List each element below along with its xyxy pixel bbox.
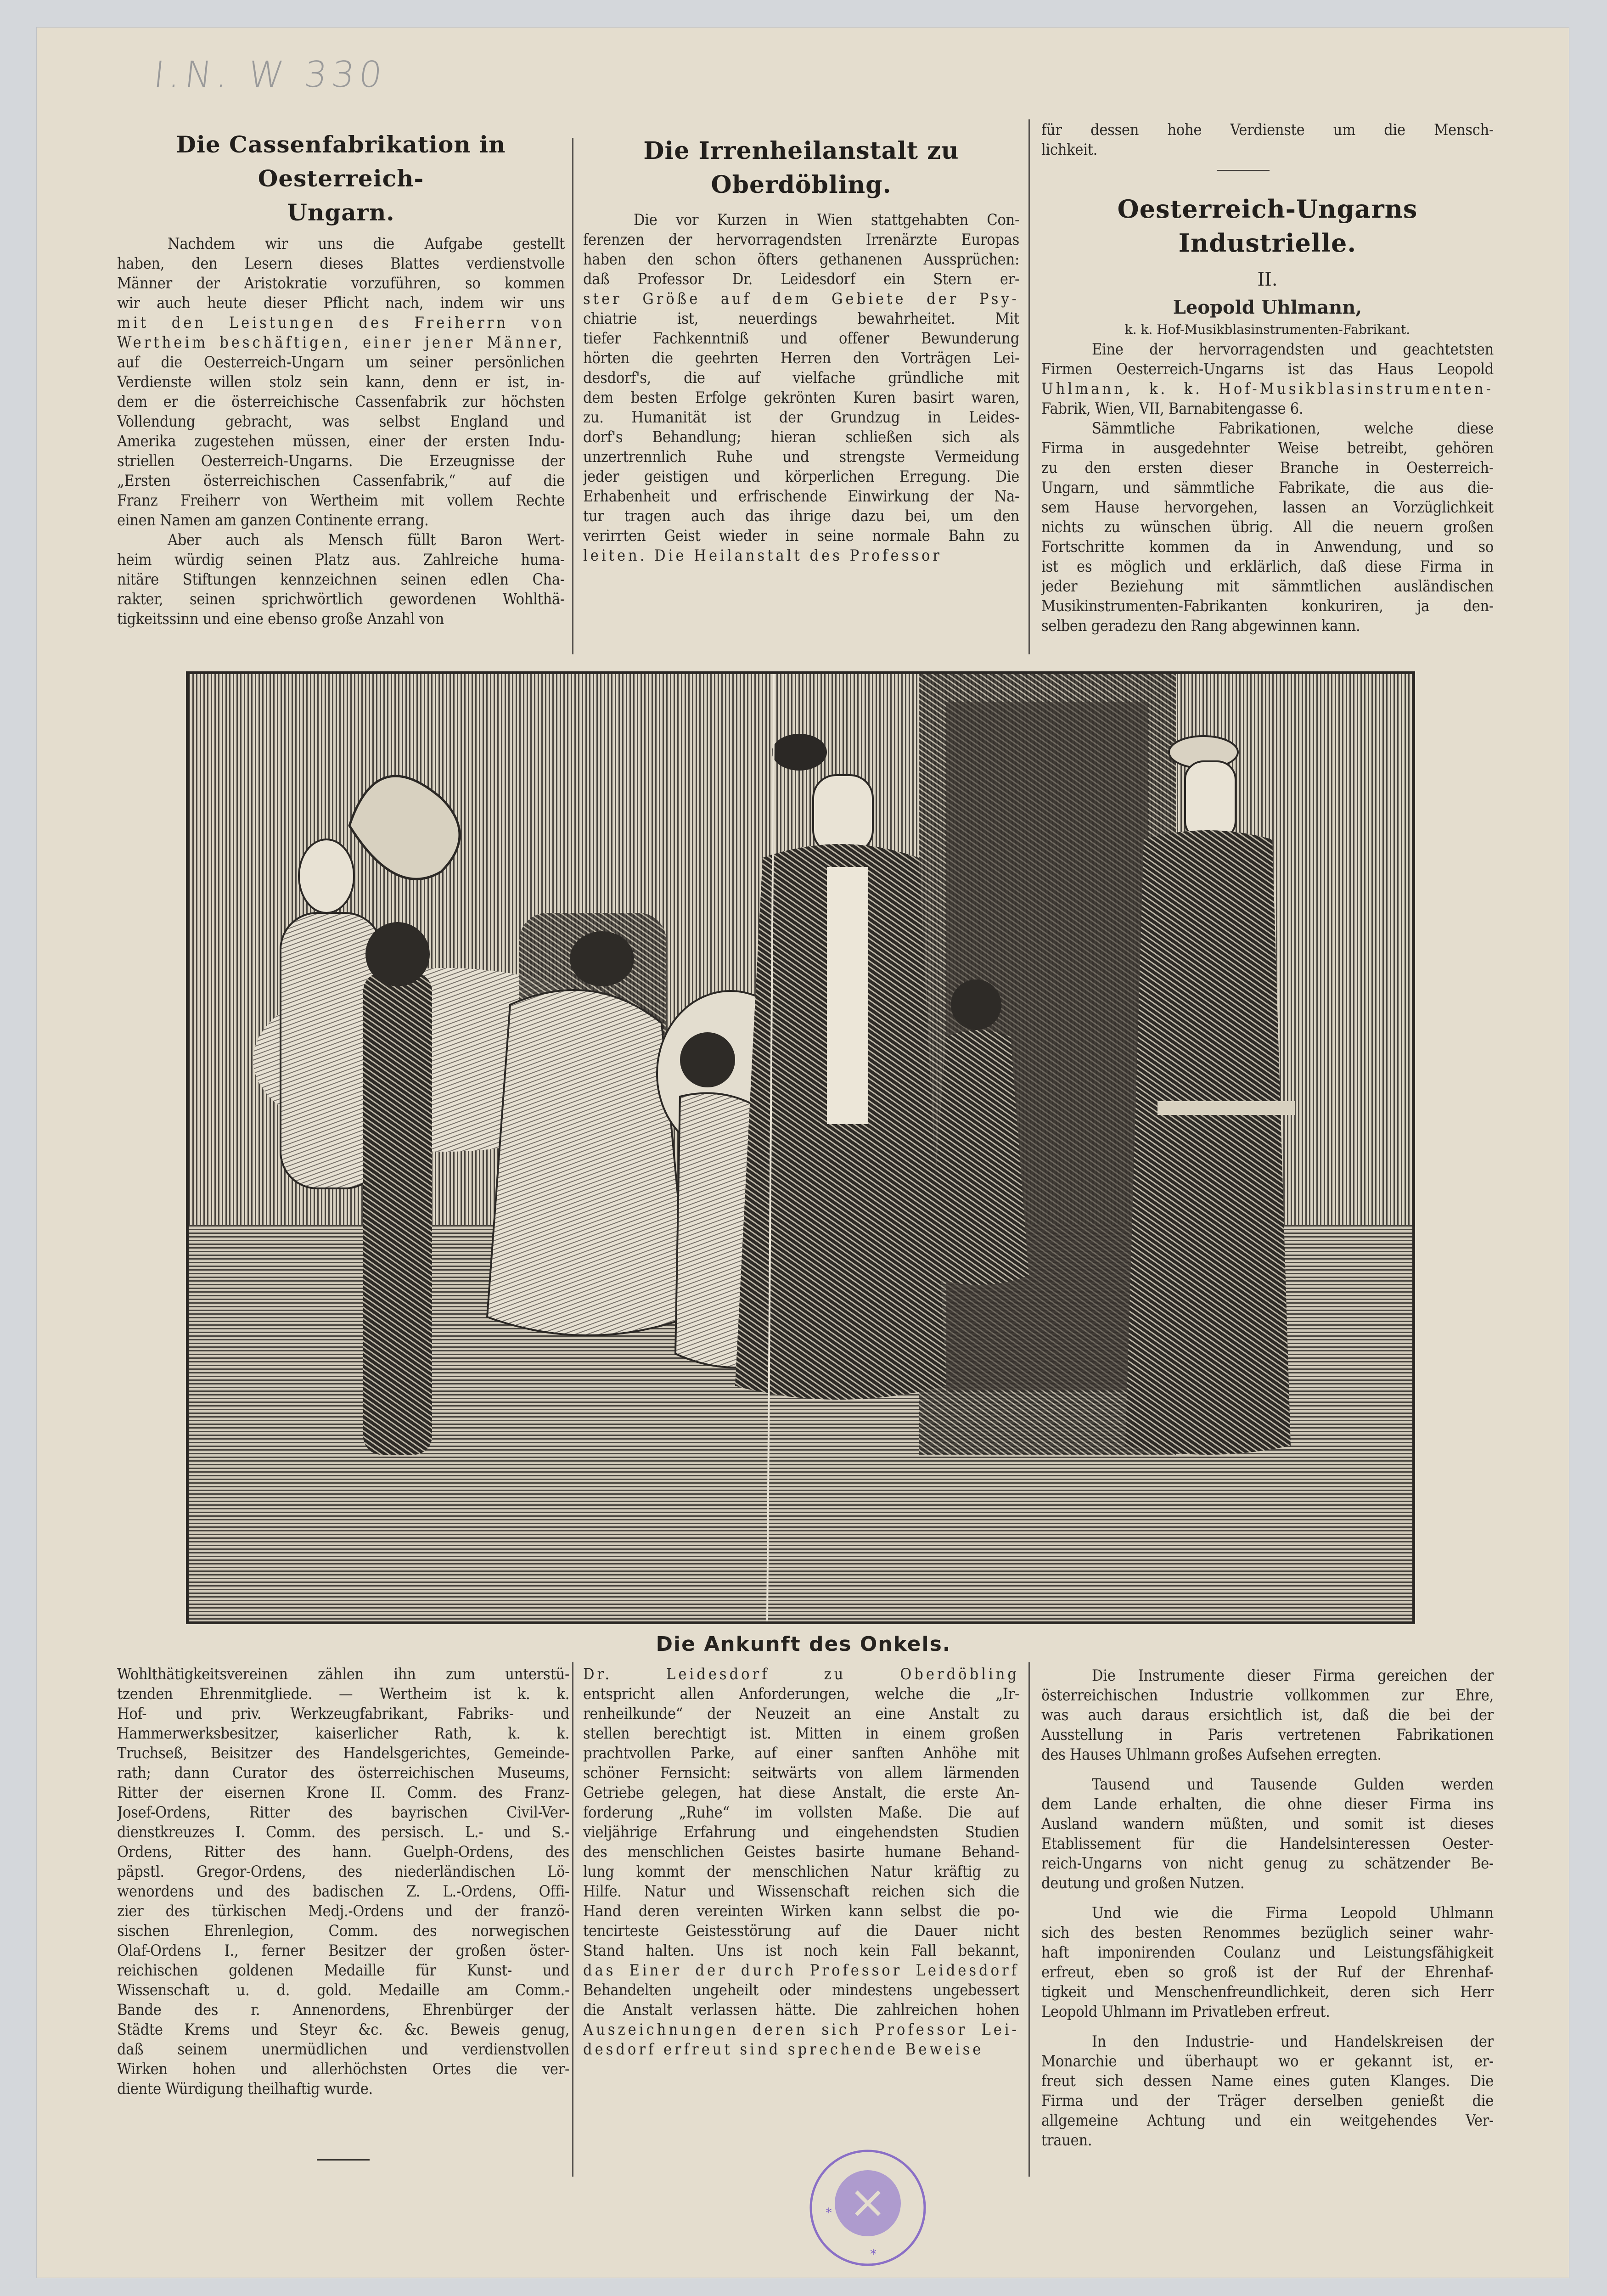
text-line: selben geradezu den Rang abgewinnen kann. — [1041, 617, 1360, 635]
text-line: die Anstalt verlassen hätte. Die zahlreichen hohen — [583, 2001, 1019, 2019]
column-divider — [1028, 1662, 1030, 2177]
text-line: allgemeine Achtung und ein weitgehendes Ver- — [1041, 2111, 1494, 2130]
text-line: Tausend und Tausende Gulden werden — [1092, 1775, 1494, 1794]
text-line: Die Instrumente dieser Firma gereichen der — [1092, 1666, 1494, 1685]
text-line: schöner Fernsicht: seitwärts von allem lärmenden — [583, 1764, 1019, 1782]
text-line: des Hauses Uhlmann großes Aufsehen erregten. — [1041, 1745, 1382, 1764]
text-line: Fabrik, Wien, VII, Barnabitengasse 6. — [1041, 400, 1304, 418]
text-line: Wohlthätigkeitsvereinen zählen ihn zum unterstü- — [117, 1665, 569, 1683]
text-line: renheilkunde“ der Neuzeit an eine Anstalt zu — [583, 1705, 1019, 1723]
illustration-caption: Die Ankunft des Onkels. — [656, 1632, 951, 1656]
text-line: ferenzen der hervorragendsten Irrenärzte Europas — [583, 231, 1019, 249]
text-line: dem Lande erhalten, die ohne dieser Firma ins — [1041, 1795, 1494, 1813]
text-line: hörten die geehrten Herren den Vorträgen Lei- — [583, 349, 1019, 367]
text-line: tigkeit und Menschenfreundlichkeit, deren sich Herr — [1041, 1983, 1494, 2001]
svg-text:*: * — [870, 2246, 877, 2262]
column-divider — [572, 138, 573, 654]
text-line: mit den Leistungen des Freiherrn von — [117, 314, 565, 332]
text-line: dorf's Behandlung; hieran schließen sich als — [583, 428, 1019, 446]
text-line: unzertrennlich Ruhe und strengste Vermeidung — [583, 448, 1019, 466]
text-line: tur tragen auch das ihrige dazu bei, um den — [583, 507, 1019, 525]
text-line: Uhlmann, k. k. Hof-Musikblasinstrumenten- — [1041, 380, 1494, 398]
end-rule — [317, 2159, 370, 2161]
text-line: Auszeichnungen deren sich Professor Lei- — [583, 2020, 1019, 2039]
text-line: tencirteste Geistesstörung auf die Dauer nicht — [583, 1922, 1019, 1940]
text-line: Nachdem wir uns die Aufgabe gestellt — [168, 235, 565, 253]
text-line: jeder geistigen und körperlichen Erregung. Die — [583, 467, 1019, 486]
text-line: haben den schon öfters gethanenen Aussprüchen: — [583, 250, 1019, 269]
text-line: haben, den Lesern dieses Blattes verdienstvolle — [117, 254, 565, 273]
text-line: Firma in ausgedehnter Weise betreibt, gehören — [1041, 439, 1494, 457]
text-line: haft imponirenden Coulanz und Leistungsfähigkeit — [1041, 1943, 1494, 1962]
text-line: trauen. — [1041, 2131, 1092, 2150]
text-line: Die vor Kurzen in Wien stattgehabten Con- — [634, 211, 1019, 229]
article-irrenheilanstalt-continued — [583, 1665, 1019, 2060]
text-line: deutung und großen Nutzen. — [1041, 1874, 1245, 1892]
text-line: Eine der hervorragendsten und geachtetsten — [1092, 340, 1494, 359]
text-line: Ritter der eisernen Krone II. Comm. des Franz- — [117, 1784, 569, 1802]
firm-name: Leopold Uhlmann, — [1173, 297, 1362, 318]
text-line: dem er die österreichische Cassenfabrik zur höchsten — [117, 393, 565, 411]
text-line: zu den ersten dieser Branche in Oesterreich- — [1041, 459, 1494, 477]
text-line: Sämmtliche Fabrikationen, welche diese — [1092, 419, 1494, 438]
text-line: lung kommt der menschlichen Natur kräftig zu — [583, 1863, 1019, 1881]
text-line: vieljährige Erfahrung und eingehendsten Studien — [583, 1823, 1019, 1841]
text-line: Bande des r. Annenordens, Ehrenbürger der — [117, 2001, 569, 2019]
text-line: tiefer Fachkenntniß und offener Bewunderung — [583, 329, 1019, 348]
text-line: päpstl. Gregor-Ordens, des niederländischen Lö- — [117, 1863, 569, 1881]
text-line: nichts zu wünschen übrig. All die neuern großen — [1041, 518, 1494, 536]
text-line: diente Würdigung theilhaftig wurde. — [117, 2080, 373, 2098]
article-cassenfabrikation-continued — [117, 1665, 569, 2099]
text-line: jeder Beziehung mit sämmtlichen ausländischen — [1041, 577, 1494, 596]
article-body — [117, 234, 565, 629]
text-line: was auch daraus ersichtlich ist, daß die bei der — [1041, 1706, 1494, 1724]
article-body — [583, 1665, 1019, 2060]
text-line: zier des türkischen Medj.-Ordens und der franzö- — [117, 1902, 569, 1920]
text-line: nitäre Stiftungen kennzeichnen seinen edlen Cha- — [117, 570, 565, 589]
text-line: Leopold Uhlmann im Privatleben erfreut. — [1041, 2003, 1330, 2021]
text-line: dienstkreuzes I. Comm. des persisch. L.- und S.- — [117, 1823, 569, 1841]
text-line: sischen Ehrenlegion, Comm. des norwegischen — [117, 1922, 569, 1940]
article-industrielle — [1041, 120, 1494, 636]
text-line: Franz Freiherr von Wertheim mit vollem Rechte — [117, 491, 565, 510]
text-line: heim würdig seinen Platz aus. Zahlreiche huma- — [117, 551, 565, 569]
text-line: rath; dann Curator des österreichischen Museums, — [117, 1764, 569, 1782]
text-line: ster Größe auf dem Gebiete der Psy- — [583, 290, 1019, 308]
family-scene-engraving — [189, 674, 1412, 1621]
text-line: tigkeitssinn und eine ebenso große Anzahl von — [117, 610, 444, 628]
text-line: chiatrie ist, neuerdings bewahrheitet. Mit — [583, 310, 1019, 328]
article-title: Die Irrenheilanstalt zu Oberdöbling. — [643, 137, 959, 199]
text-line: ist es möglich und erklärlich, daß diese Firma in — [1041, 557, 1494, 576]
text-line: In den Industrie- und Handelskreisen der — [1092, 2032, 1494, 2051]
text-line: auf die Oesterreich-Ungarn um seiner persönlichen — [117, 353, 565, 371]
text-line: Josef-Ordens, Ritter des bayrischen Civil-Ver- — [117, 1803, 569, 1822]
text-line: zu. Humanität ist der Grundzug in Leides- — [583, 408, 1019, 427]
text-line: „Ersten österreichischen Cassenfabrik,“ auf die — [117, 472, 565, 490]
text-line: Vollendung gebracht, was selbst England und — [117, 412, 565, 431]
text-line: Verdienste willen stolz sein kann, denn er ist, in- — [117, 373, 565, 391]
text-line: des menschlichen Geistes basirte humane Behand- — [583, 1843, 1019, 1861]
text-line: reich-Ungarns von nicht genug zu schätzender Be- — [1041, 1854, 1494, 1873]
text-line: Aber auch als Mensch füllt Baron Wert- — [168, 531, 565, 549]
text-line: sich des besten Renommes bezüglich seiner wahr- — [1041, 1924, 1494, 1942]
text-line: daß Professor Dr. Leidesdorf ein Stern er- — [583, 270, 1019, 288]
article-title: Oesterreich-Ungarns Industrielle. — [1117, 194, 1418, 258]
article-body — [1041, 1666, 1494, 2150]
article-cassenfabrikation — [117, 128, 565, 629]
text-line: verirrten Geist wieder in seine normale Bahn zu — [583, 527, 1019, 545]
text-line: forderung „Ruhe“ im vollsten Maße. Die auf — [583, 1803, 1019, 1822]
article-body — [583, 210, 1019, 566]
text-line: sem Hause hervorgehen, lassen an Vorzüglichkeit — [1041, 498, 1494, 517]
text-line: Und wie die Firma Leopold Uhlmann — [1092, 1904, 1494, 1922]
text-line: stellen berechtigt ist. Mitten in einem großen — [583, 1724, 1019, 1743]
text-line: Stand halten. Uns ist noch kein Fall bekannt, — [583, 1941, 1019, 1960]
text-line: Hof- und priv. Werkzeugfabrikant, Fabriks- und — [117, 1705, 569, 1723]
text-line: Dr. Leidesdorf zu Oberdöbling — [583, 1665, 1019, 1683]
text-line: rakter, seinen sprichwörtlich gewordenen Wohlthä- — [117, 590, 565, 608]
text-line: desdorf's, die auf vielfache gründliche mit — [583, 369, 1019, 387]
pencil-inventory-note: I.N. W 330 — [152, 54, 389, 96]
article-industrielle-continued — [1041, 1666, 1494, 2150]
museum-stamp — [808, 2148, 927, 2268]
text-line: Erhabenheit und erfrischende Einwirkung der Na- — [583, 487, 1019, 506]
firm-role: k. k. Hof-Musikblasinstrumenten-Fabrikant. — [1124, 322, 1410, 337]
text-line: lichkeit. — [1041, 141, 1098, 159]
text-line: Hilfe. Natur und Wissenschaft reichen sich die — [583, 1882, 1019, 1901]
text-line: Olaf-Ordens I., ferner Besitzer der großen öster- — [117, 1941, 569, 1960]
text-line: Firmen Oesterreich-Ungarns ist das Haus Leopold — [1041, 360, 1494, 378]
text-line: das Einer der durch Professor Leidesdorf — [583, 1961, 1019, 1980]
column-divider — [1028, 119, 1030, 654]
text-line: dem besten Erfolge gekrönten Kuren basirt waren, — [583, 388, 1019, 407]
text-line: Wertheim beschäftigen, einer jener Männer, — [117, 333, 565, 352]
text-line: Monarchie und überhaupt wo er gekannt ist, er- — [1041, 2052, 1494, 2071]
text-line: reichischen goldenen Medaille für Kunst- und — [117, 1961, 569, 1980]
article-body — [117, 1665, 569, 2099]
text-line: Firma und der Träger derselben genießt die — [1041, 2092, 1494, 2110]
text-line: Fortschritte kommen da in Anwendung, und so — [1041, 538, 1494, 556]
text-line: erfreut, eben so groß ist der Ruf der Ehrenhaf- — [1041, 1963, 1494, 1981]
text-line: Ausstellung in Paris vertretenen Fabrikationen — [1041, 1726, 1494, 1744]
text-line: wir auch heute dieser Pflicht nach, indem wir uns — [117, 294, 565, 312]
text-line: österreichischen Industrie vollkommen zur Ehre, — [1041, 1686, 1494, 1705]
text-line: Hammerwerksbesitzer, kaiserlicher Rath, k. k. — [117, 1724, 569, 1743]
text-line: striellen Oesterreich-Ungarns. Die Erzeugnisse der — [117, 452, 565, 470]
text-line: Amerika zugestehen müssen, einer der ersten Indu- — [117, 432, 565, 450]
carry-over — [1041, 120, 1494, 160]
text-line: Wirken hohen und allerhöchsten Ortes die ver- — [117, 2060, 569, 2078]
text-line: Hand deren vereinten Wirken kann selbst die po- — [583, 1902, 1019, 1920]
text-line: Musikinstrumenten-Fabrikanten konkuriren, ja den- — [1041, 597, 1494, 615]
text-line: entspricht allen Anforderungen, welche die „Ir- — [583, 1685, 1019, 1703]
text-line: tzenden Ehrenmitgliede. — Wertheim ist k. k. — [117, 1685, 569, 1703]
article-irrenheilanstalt — [583, 134, 1019, 566]
text-line: Männer der Aristokratie vorzuführen, so kommen — [117, 274, 565, 293]
text-line: Ausland wandern müßten, und somit ist dieses — [1041, 1815, 1494, 1833]
article-body — [1041, 340, 1494, 636]
part-number: II. — [1257, 269, 1278, 290]
engraving-illustration — [186, 671, 1415, 1624]
text-line: Behandelten ungeheilt oder mindestens ungebessert — [583, 1981, 1019, 1999]
article-title: Die Cassenfabrikation in Oesterreich- — [176, 131, 506, 192]
text-line: prachtvollen Parke, auf einer sanften Anhöhe mit — [583, 1744, 1019, 1762]
text-line: desdorf erfreut sind sprechende Beweise — [583, 2040, 984, 2059]
text-line: für dessen hohe Verdienste um die Mensch- — [1041, 121, 1494, 139]
text-line: Etablissement für die Handelsinteressen Oester- — [1041, 1835, 1494, 1853]
stamp-seal-icon — [808, 2148, 927, 2268]
text-line: wenordens und des badischen Z. L.-Ordens, Offi- — [117, 1882, 569, 1901]
article-title-cont: Ungarn. — [287, 199, 395, 226]
text-line: Truchseß, Beisitzer des Handelsgerichtes, Gemeinde- — [117, 1744, 569, 1762]
text-line: Ordens, Ritter des hann. Guelph-Ordens, des — [117, 1843, 569, 1861]
text-line: Ungarn, und sämmtliche Fabrikate, die aus die- — [1041, 478, 1494, 497]
text-line: Städte Krems und Steyr &c. &c. Beweis genug, — [117, 2020, 569, 2039]
text-line: daß seinem unermüdlichen und verdienstvollen — [117, 2040, 569, 2059]
column-divider — [572, 1662, 573, 2177]
text-line: leiten. Die Heilanstalt des Professor — [583, 546, 943, 565]
text-line: freut sich dessen Name eines guten Klanges. Die — [1041, 2072, 1494, 2090]
svg-text:*: * — [826, 2205, 832, 2220]
text-line: Getriebe gelegen, hat diese Anstalt, die erste An- — [583, 1784, 1019, 1802]
text-line: Wissenschaft u. d. gold. Medaille am Comm.- — [117, 1981, 569, 1999]
text-line: einen Namen am ganzen Continente errang. — [117, 511, 429, 529]
